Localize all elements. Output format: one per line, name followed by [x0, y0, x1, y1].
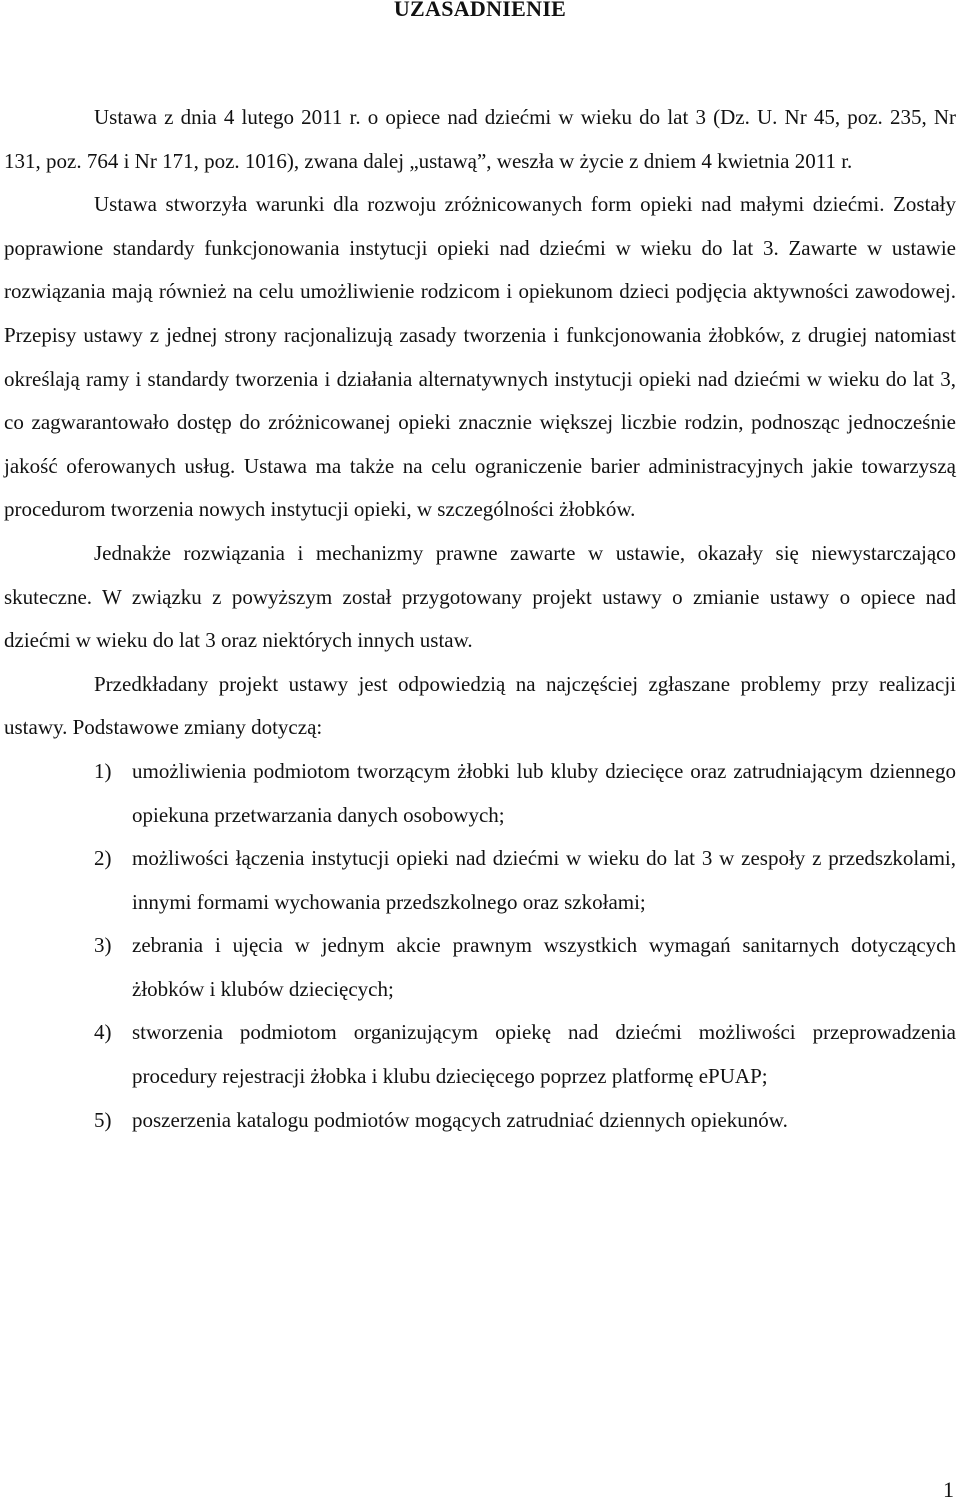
paragraph: Jednakże rozwiązania i mechanizmy prawne zawarte w ustawie, okazały się niewystarczająco skuteczne. W związku z powyższym został przygotowany projekt ustawy o zmianie ustawy o opiece nad dziećmi w wieku do lat 3 oraz niektórych innych ustaw.: [4, 540, 956, 653]
list-item: [4, 1011, 956, 1098]
list-item-number: 1): [94, 758, 112, 783]
list-item-text: możliwości łączenia instytucji opieki nad dziećmi w wieku do lat 3 w zespoły z przedszkolami, innymi formami wychowania przedszkolnego oraz szkołami;: [132, 846, 956, 914]
paragraph: Ustawa z dnia 4 lutego 2011 r. o opiece nad dziećmi w wieku do lat 3 (Dz. U. Nr 45, poz. 235, Nr 131, poz. 764 i Nr 171, poz. 1016), zwana dalej „ustawą”, weszła w życie z dniem 4 kwietnia 2011 r.: [4, 105, 956, 173]
list-item: [4, 750, 956, 837]
list-item-number: 5): [94, 1107, 112, 1132]
page-number: 1: [943, 1477, 954, 1502]
changes-list: [4, 750, 956, 1142]
list-item-text: stworzenia podmiotom organizującym opiekę nad dziećmi możliwości przeprowadzenia procedury rejestracji żłobka i klubu dziecięcego poprzez platformę ePUAP;: [132, 1020, 956, 1089]
list-item-number: 2): [94, 846, 112, 871]
paragraph: Ustawa stworzyła warunki dla rozwoju zróżnicowanych form opieki nad małymi dziećmi. Zostały poprawione standardy funkcjonowania instytucji opieki nad dziećmi w wieku do lat 3. Zawarte w ustawie rozwiązania mają również na celu umożliwienie rodzicom i opiekunom dzieci podjęcia aktywności zawodowej. Przepisy ustawy z jednej strony racjonalizują zasady tworzenia i funkcjonowania żłobków, z drugiej natomiast określają ramy i standardy tworzenia i działania alternatywnych instytucji opieki nad dziećmi w wieku do lat 3, co zagwarantowało dostęp do zróżnicowanej opieki znacznie większej liczbie rodzin, podnosząc jednocześnie jakość oferowanych usług. Ustawa ma także na celu ograniczenie barier administracyjnych jakie towarzyszą procedurom tworzenia nowych instytucji opieki, w szczególności żłobków.: [4, 192, 956, 522]
list-item-number: 4): [94, 1020, 112, 1045]
list-item: [4, 924, 956, 1011]
list-item-text: umożliwienia podmiotom tworzącym żłobki lub kluby dziecięce oraz zatrudniającym dziennego opiekuna przetwarzania danych osobowych;: [132, 758, 956, 827]
list-item-text: zebrania i ujęcia w jednym akcie prawnym wszystkich wymagań sanitarnych dotyczących żłobków i klubów dziecięcych;: [132, 933, 956, 1001]
list-item-text: poszerzenia katalogu podmiotów mogących zatrudniać dziennych opiekunów.: [132, 1107, 788, 1132]
document-body: [4, 96, 956, 1142]
list-item: [4, 837, 956, 924]
list-item-number: 3): [94, 933, 112, 958]
list-item: [4, 1099, 956, 1143]
paragraph: Przedkładany projekt ustawy jest odpowiedzią na najczęściej zgłaszane problemy przy realizacji ustawy. Podstawowe zmiany dotyczą:: [4, 671, 956, 740]
document-title: UZASADNIENIE: [393, 0, 567, 21]
